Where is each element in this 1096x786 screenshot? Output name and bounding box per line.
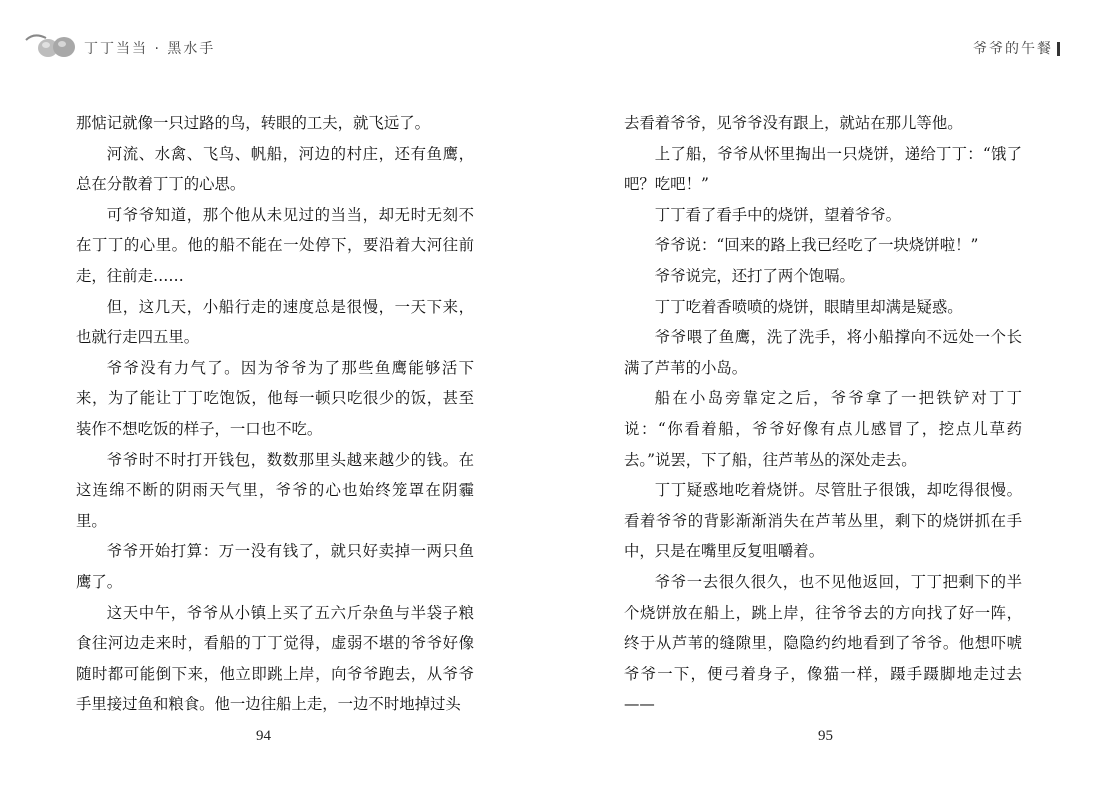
paragraph: 但，这几天，小船行走的速度总是很慢，一天下来，也就行走四五里。 bbox=[76, 297, 474, 347]
paragraph: 爷爷时不时打开钱包，数数那里头越来越少的钱。在这连绵不断的阴雨天气里，爷爷的心也始终笼罩在阴霾里。 bbox=[76, 450, 474, 530]
running-head-right-label: 爷爷的午餐 bbox=[973, 41, 1053, 57]
paragraph: 河流、水禽、飞鸟、帆船，河边的村庄，还有鱼鹰，总在分散着丁丁的心思。 bbox=[76, 144, 474, 194]
paragraph: 爷爷说完，还打了两个饱嗝。 bbox=[654, 266, 855, 285]
paragraph: 爷爷说：“回来的路上我已经吃了一块烧饼啦！” bbox=[654, 236, 979, 255]
gourd-logo-icon bbox=[24, 30, 80, 60]
running-head-right bbox=[973, 38, 1060, 58]
paragraph: 这天中午，爷爷从小镇上买了五六斤杂鱼与半袋子粮食往河边走来时，看船的丁丁觉得，虚弱不堪的爷爷好像随时都可能倒下来，他立即跳上岸，向爷爷跑去，从爷爷手里接过鱼和粮食。他一边往船上走，一边不时地掉过头 bbox=[76, 603, 474, 714]
head-bar-icon bbox=[1057, 42, 1060, 56]
page-number-right: 95 bbox=[818, 728, 833, 744]
paragraph: 爷爷没有力气了。因为爷爷为了那些鱼鹰能够活下来，为了能让丁丁吃饱饭，他每一顿只吃很少的饭，甚至装作不想吃饭的样子，一口也不吃。 bbox=[76, 358, 474, 438]
paragraph: 爷爷一去很久很久，也不见他返回，丁丁把剩下的半个烧饼放在船上，跳上岸，往爷爷去的方向找了好一阵，终于从芦苇的缝隙里，隐隐约约地看到了爷爷。他想吓唬爷爷一下，便弓着身子，像猫一样，蹑手蹑脚地走过去—— bbox=[624, 572, 1022, 714]
paragraph: 丁丁吃着香喷喷的烧饼，眼睛里却满是疑惑。 bbox=[654, 297, 963, 316]
paragraph: 可爷爷知道，那个他从未见过的当当，却无时无刻不在丁丁的心里。他的船不能在一处停下，要沿着大河往前走，往前走…… bbox=[76, 205, 474, 285]
running-head-left: 丁丁当当 · 黑水手 bbox=[84, 41, 216, 57]
paragraph: 爷爷开始打算：万一没有钱了，就只好卖掉一两只鱼鹰了。 bbox=[76, 542, 474, 591]
paragraph: 爷爷喂了鱼鹰，洗了洗手，将小船撑向不远处一个长满了芦苇的小岛。 bbox=[624, 328, 1022, 377]
paragraph: 上了船，爷爷从怀里掏出一只烧饼，递给丁丁：“饿了吧？吃吧！” bbox=[624, 144, 1022, 194]
page-number-left: 94 bbox=[256, 728, 271, 744]
paragraph: 丁丁看了看手中的烧饼，望着爷爷。 bbox=[654, 205, 902, 224]
paragraph: 那惦记就像一只过路的鸟，转眼的工夫，就飞远了。 bbox=[76, 114, 430, 132]
paragraph: 船在小岛旁靠定之后，爷爷拿了一把铁铲对丁丁说：“你看着船，爷爷好像有点儿感冒了，挖点儿草药去。”说罢，下了船，往芦苇丛的深处走去。 bbox=[624, 389, 1022, 469]
right-page bbox=[548, 0, 1096, 786]
left-page-text bbox=[76, 108, 474, 720]
paragraph: 去看着爷爷，见爷爷没有跟上，就站在那儿等他。 bbox=[624, 114, 963, 132]
right-page-text bbox=[624, 108, 1022, 720]
paragraph: 丁丁疑惑地吃着烧饼。尽管肚子很饿，却吃得很慢。看着爷爷的背影渐渐消失在芦苇丛里，剩下的烧饼抓在手中，只是在嘴里反复咀嚼着。 bbox=[624, 481, 1022, 561]
